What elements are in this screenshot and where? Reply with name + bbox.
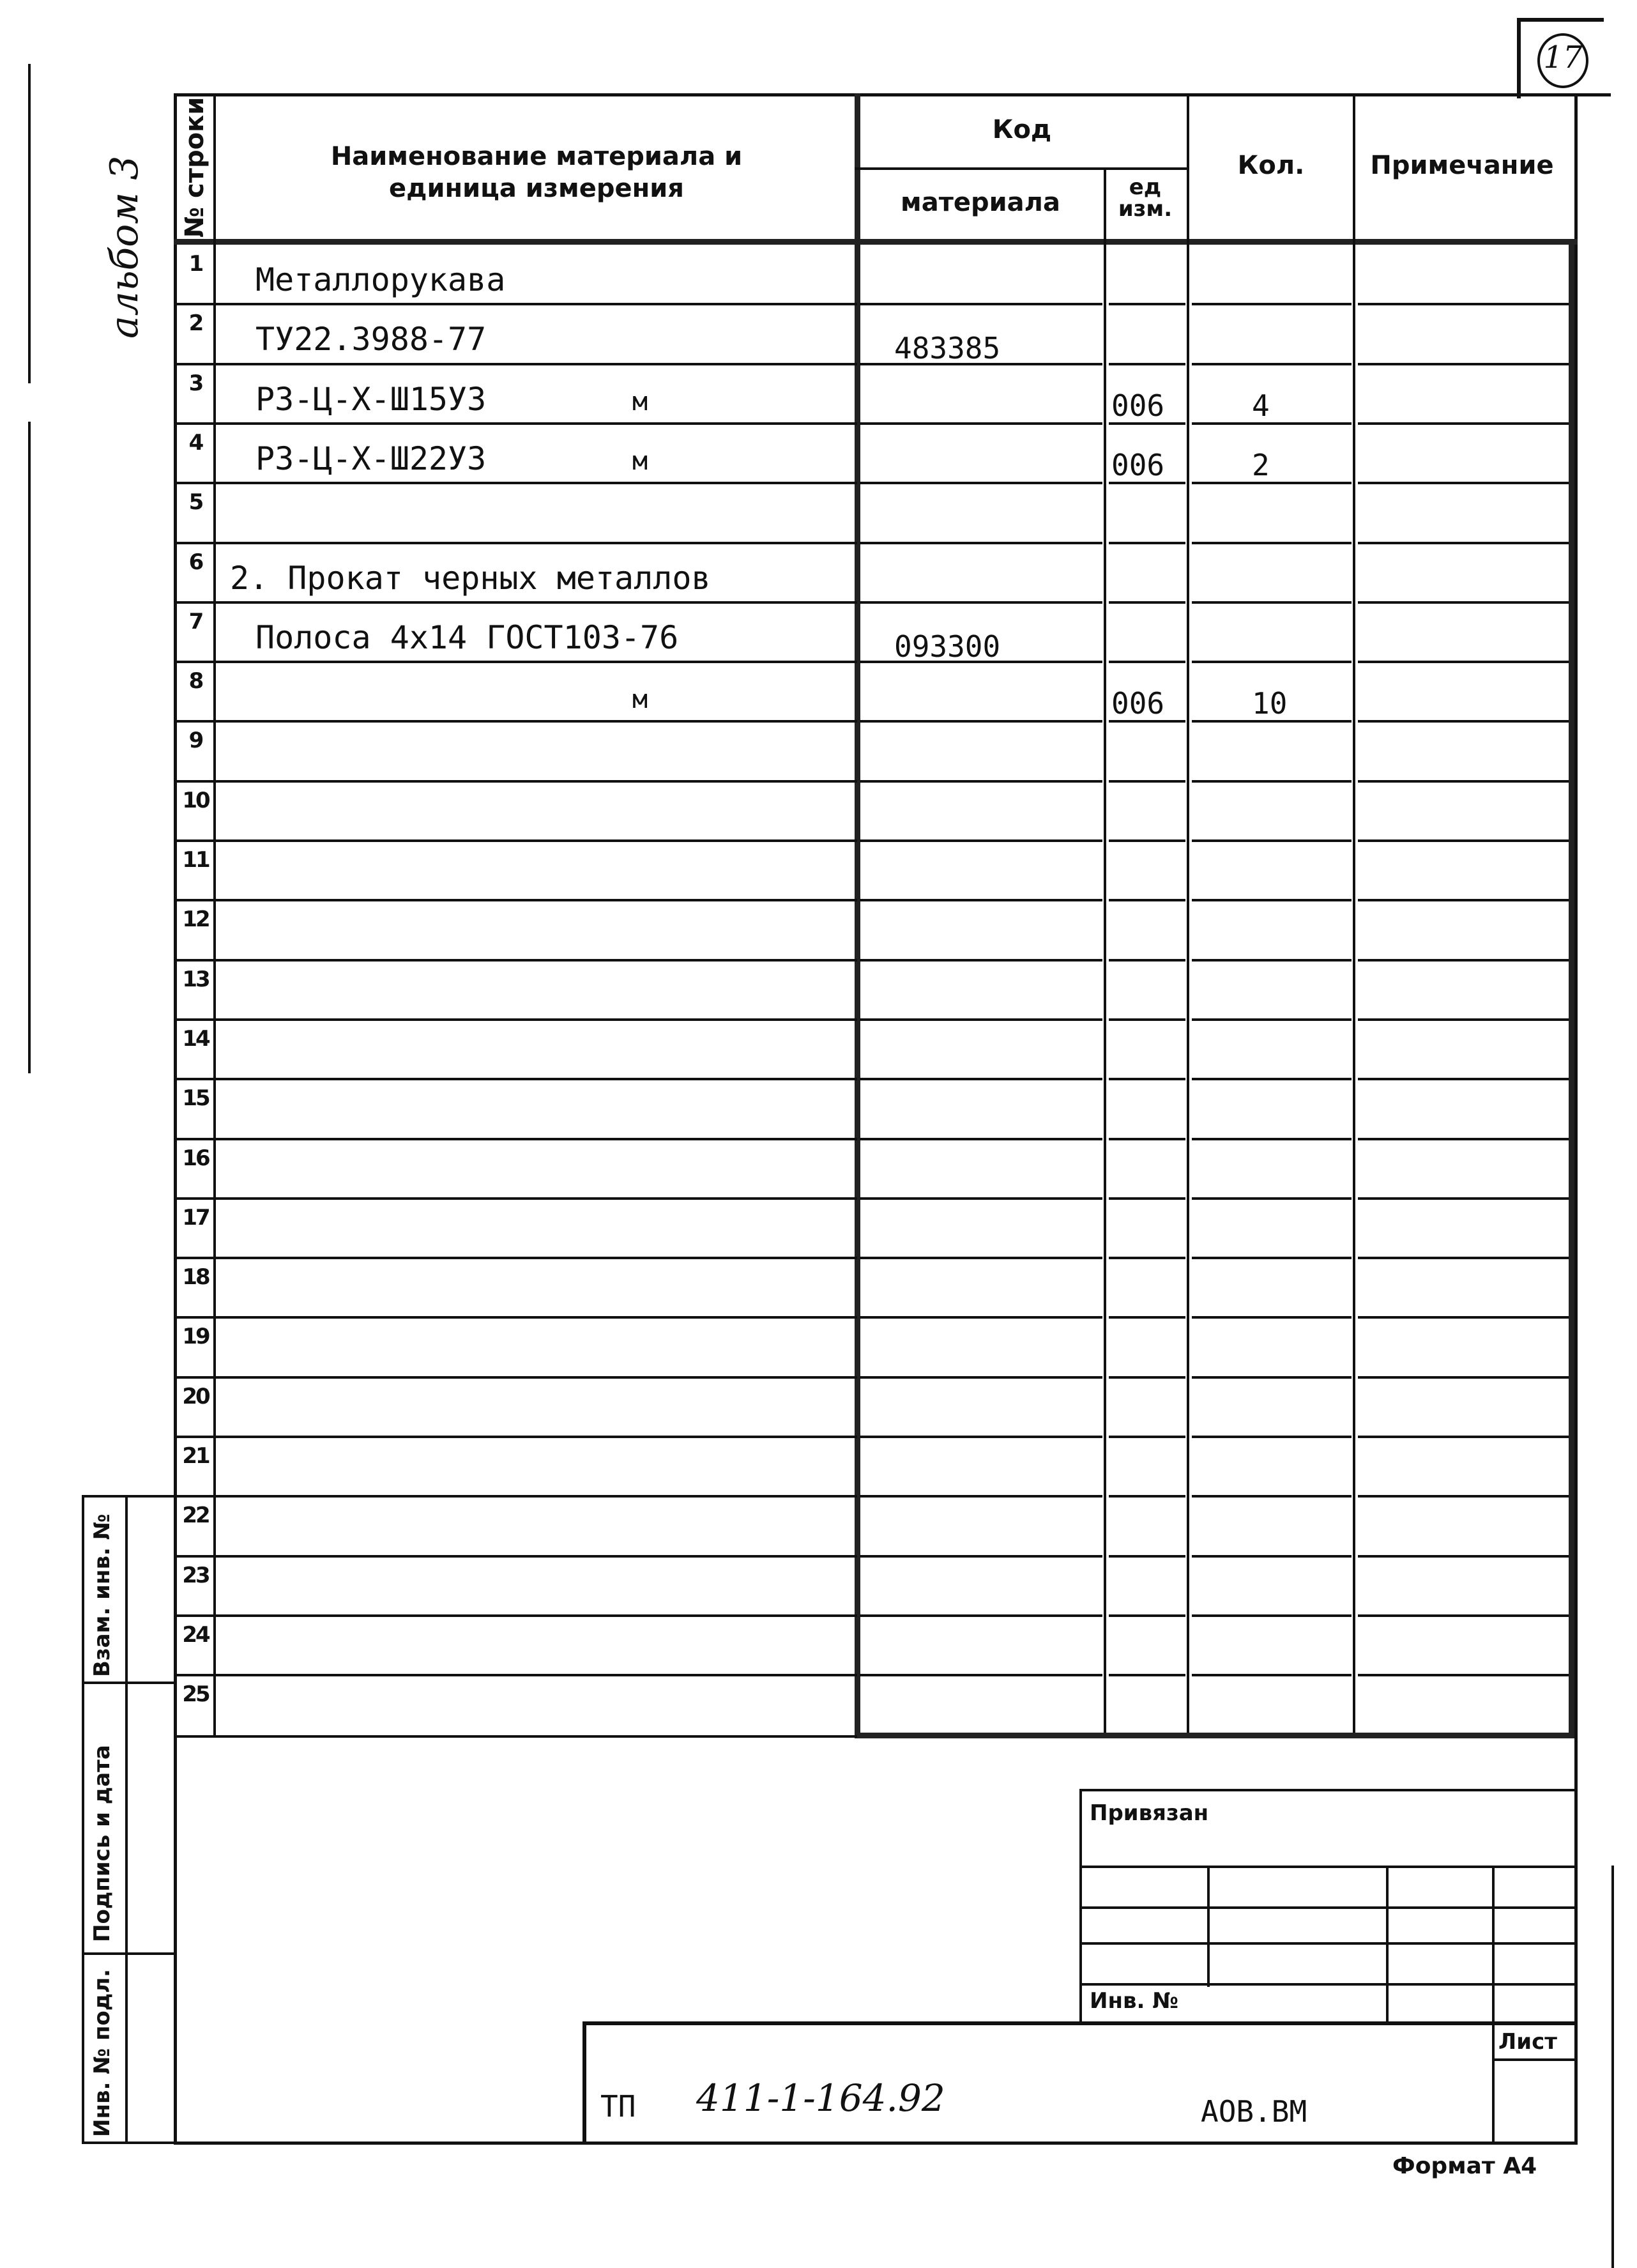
row-number: 8 bbox=[188, 668, 202, 694]
row-separator bbox=[860, 839, 1102, 842]
row-number: 17 bbox=[182, 1205, 209, 1230]
row-separator bbox=[174, 1674, 857, 1676]
row-separator bbox=[860, 542, 1102, 544]
material-name: Полоса 4х14 ГОСТ103-76 bbox=[255, 619, 679, 656]
row-number: 5 bbox=[188, 489, 202, 515]
header-unit: ед изм. bbox=[1118, 174, 1173, 222]
row-separator bbox=[1192, 1257, 1351, 1259]
row-separator bbox=[1192, 1674, 1351, 1676]
row-separator bbox=[860, 1555, 1102, 1558]
row-separator bbox=[1109, 1674, 1185, 1676]
tb-main-top bbox=[582, 2021, 1578, 2025]
row-separator bbox=[1358, 720, 1569, 723]
stamp-bottom-line bbox=[82, 2142, 175, 2144]
row-separator bbox=[1109, 1078, 1185, 1080]
row-separator bbox=[1358, 1197, 1569, 1200]
row-separator bbox=[860, 1197, 1102, 1200]
material-name: Металлорукава bbox=[255, 261, 506, 298]
row-number: 19 bbox=[182, 1324, 209, 1349]
table-top-border bbox=[174, 93, 1611, 96]
row-separator bbox=[174, 1316, 857, 1319]
row-separator bbox=[1192, 1376, 1351, 1379]
row-separator bbox=[860, 422, 1102, 425]
row-separator bbox=[1192, 1495, 1351, 1498]
tb-col-2 bbox=[1386, 1866, 1389, 2025]
row-separator bbox=[860, 1436, 1102, 1438]
row-separator bbox=[1358, 482, 1569, 484]
row-separator bbox=[860, 959, 1102, 962]
tb-doc-number: 411-1-164.92 bbox=[696, 2076, 945, 2120]
row-separator bbox=[1109, 1436, 1185, 1438]
row-separator bbox=[860, 1495, 1102, 1498]
row-separator bbox=[1109, 363, 1185, 365]
material-name: Р3-Ц-Х-Ш15У3 bbox=[255, 381, 487, 418]
header-material: материала bbox=[901, 188, 1060, 217]
row-separator bbox=[1109, 1495, 1185, 1498]
row-number: 12 bbox=[182, 907, 209, 932]
row-separator bbox=[1109, 661, 1185, 663]
material-code: 093300 bbox=[894, 629, 1001, 664]
row-separator bbox=[1358, 899, 1569, 901]
row-separator bbox=[860, 1316, 1102, 1319]
row-separator bbox=[174, 1376, 857, 1379]
row-separator bbox=[1192, 363, 1351, 365]
row-separator bbox=[174, 363, 857, 365]
right-margin-line bbox=[1611, 1866, 1614, 2268]
row-separator bbox=[174, 720, 857, 723]
tb-line-a bbox=[1079, 1866, 1578, 1868]
row-separator bbox=[174, 1614, 857, 1617]
row-separator bbox=[1192, 1078, 1351, 1080]
row-number: 21 bbox=[182, 1443, 209, 1469]
unit-letter: м bbox=[632, 387, 648, 417]
header-code: Код bbox=[992, 115, 1052, 144]
header-row-no: № строки bbox=[180, 96, 209, 238]
row-number: 11 bbox=[182, 847, 209, 873]
stamp-podpis: Подпись и дата bbox=[89, 1745, 115, 1942]
row-separator bbox=[174, 661, 857, 663]
row-separator bbox=[1192, 899, 1351, 901]
material-name: ТУ22.3988-77 bbox=[255, 321, 487, 358]
col-line-note bbox=[1353, 93, 1355, 1736]
tb-line-c bbox=[1079, 1942, 1578, 1945]
row-number: 24 bbox=[182, 1622, 209, 1648]
col-line-rownum bbox=[213, 93, 216, 1736]
row-separator bbox=[860, 303, 1102, 305]
row-separator bbox=[174, 303, 857, 305]
row-separator bbox=[1109, 959, 1185, 962]
row-separator bbox=[1358, 363, 1569, 365]
row-separator bbox=[1358, 1138, 1569, 1140]
row-separator bbox=[174, 780, 857, 783]
tb-inv-no: Инв. № bbox=[1090, 1988, 1179, 2014]
table-left-border bbox=[174, 93, 177, 2144]
row-separator bbox=[174, 482, 857, 484]
row-separator bbox=[1192, 542, 1351, 544]
row-separator bbox=[860, 899, 1102, 901]
tb-list: Лист bbox=[1498, 2029, 1557, 2055]
row-separator bbox=[1358, 1436, 1569, 1438]
body-bottom-line bbox=[174, 1735, 857, 1738]
row-separator bbox=[1358, 1018, 1569, 1021]
unit-code: 006 bbox=[1111, 686, 1165, 721]
row-separator bbox=[1109, 1018, 1185, 1021]
row-separator bbox=[860, 1018, 1102, 1021]
row-separator bbox=[174, 1138, 857, 1140]
header-note: Примечание bbox=[1370, 151, 1554, 180]
stamp-left-border bbox=[82, 1495, 84, 2144]
row-separator bbox=[1358, 601, 1569, 604]
row-separator bbox=[174, 1555, 857, 1558]
tb-list-line bbox=[1492, 2058, 1578, 2061]
row-separator bbox=[174, 422, 857, 425]
row-separator bbox=[860, 1614, 1102, 1617]
left-margin-line-top bbox=[28, 64, 31, 383]
row-number: 18 bbox=[182, 1264, 209, 1290]
row-separator bbox=[860, 601, 1102, 604]
quantity: 4 bbox=[1252, 388, 1270, 423]
side-note: альбом 3 bbox=[102, 155, 147, 339]
row-separator bbox=[1109, 1138, 1185, 1140]
tb-top-line bbox=[1079, 1789, 1578, 1791]
row-separator bbox=[1109, 1555, 1185, 1558]
row-separator bbox=[1358, 1376, 1569, 1379]
row-separator bbox=[174, 1078, 857, 1080]
material-name: 2. Прокат черных металлов bbox=[230, 560, 711, 597]
col-line-qty bbox=[1187, 93, 1189, 1736]
row-separator bbox=[1358, 1078, 1569, 1080]
stamp-line-2 bbox=[82, 1952, 175, 1955]
tb-line-d bbox=[1079, 1983, 1578, 1986]
row-number: 13 bbox=[182, 967, 209, 992]
stamp-mid-border bbox=[125, 1495, 128, 2144]
row-separator bbox=[1358, 1495, 1569, 1498]
row-number: 14 bbox=[182, 1026, 209, 1052]
row-separator bbox=[1109, 1316, 1185, 1319]
row-separator bbox=[1192, 1138, 1351, 1140]
quantity: 10 bbox=[1252, 686, 1288, 721]
row-separator bbox=[1192, 601, 1351, 604]
row-separator bbox=[1109, 1376, 1185, 1379]
body-right-thick bbox=[1569, 239, 1574, 1736]
table-bottom-border bbox=[174, 2142, 1578, 2145]
row-separator bbox=[1192, 422, 1351, 425]
tb-col-3 bbox=[1492, 1866, 1495, 2144]
header-name: Наименование материала и единица измерения bbox=[330, 142, 743, 203]
row-separator bbox=[1192, 303, 1351, 305]
tb-doc-prefix: ТП bbox=[600, 2089, 636, 2124]
row-separator bbox=[1192, 482, 1351, 484]
row-number: 25 bbox=[182, 1682, 209, 1707]
col-line-unit bbox=[1104, 167, 1106, 1736]
row-separator bbox=[1358, 1257, 1569, 1259]
stamp-inv-podl: Инв. № подл. bbox=[89, 1968, 115, 2137]
col-line-material bbox=[855, 93, 860, 1736]
row-separator bbox=[860, 1257, 1102, 1259]
row-number: 4 bbox=[188, 430, 202, 456]
row-separator bbox=[1192, 780, 1351, 783]
row-separator bbox=[1109, 1257, 1185, 1259]
row-separator bbox=[860, 1078, 1102, 1080]
header-bottom-line bbox=[174, 239, 1578, 245]
row-separator bbox=[1192, 1614, 1351, 1617]
row-number: 6 bbox=[188, 549, 202, 575]
row-number: 15 bbox=[182, 1085, 209, 1111]
row-separator bbox=[1358, 959, 1569, 962]
material-name: Р3-Ц-Х-Ш22У3 bbox=[255, 440, 487, 477]
row-separator bbox=[174, 1436, 857, 1438]
row-separator bbox=[1358, 839, 1569, 842]
row-separator bbox=[1109, 542, 1185, 544]
stamp-line-1 bbox=[82, 1682, 175, 1684]
stamp-top-line bbox=[82, 1495, 175, 1498]
quantity: 2 bbox=[1252, 448, 1270, 482]
row-separator bbox=[1192, 1197, 1351, 1200]
unit-letter: м bbox=[632, 447, 648, 476]
row-separator bbox=[860, 1376, 1102, 1379]
page-number: 17 bbox=[1543, 40, 1583, 75]
tb-main-left bbox=[582, 2021, 586, 2144]
row-separator bbox=[1109, 601, 1185, 604]
row-separator bbox=[1192, 1555, 1351, 1558]
code-sub-line bbox=[855, 167, 1187, 170]
row-number: 20 bbox=[182, 1384, 209, 1409]
row-separator bbox=[1358, 1674, 1569, 1676]
row-separator bbox=[1358, 780, 1569, 783]
row-number: 22 bbox=[182, 1503, 209, 1528]
row-separator bbox=[1192, 1018, 1351, 1021]
row-number: 2 bbox=[188, 310, 202, 336]
row-separator bbox=[1358, 661, 1569, 663]
row-separator bbox=[860, 1674, 1102, 1676]
row-number: 10 bbox=[182, 788, 209, 813]
row-separator bbox=[860, 780, 1102, 783]
row-separator bbox=[174, 542, 857, 544]
row-number: 3 bbox=[188, 371, 202, 396]
material-code: 483385 bbox=[894, 331, 1001, 365]
row-separator bbox=[1109, 303, 1185, 305]
tb-doc-code: АОВ.ВМ bbox=[1201, 2094, 1307, 2129]
page-number-box bbox=[1517, 18, 1604, 98]
row-number: 1 bbox=[188, 251, 202, 277]
row-separator bbox=[174, 1257, 857, 1259]
row-separator bbox=[1109, 780, 1185, 783]
row-separator bbox=[860, 482, 1102, 484]
row-separator bbox=[1358, 1316, 1569, 1319]
tb-privyazan: Привязан bbox=[1090, 1800, 1209, 1826]
row-separator bbox=[174, 1018, 857, 1021]
body-bottom-thick bbox=[855, 1733, 1574, 1738]
row-separator bbox=[1358, 1614, 1569, 1617]
row-separator bbox=[1192, 959, 1351, 962]
row-separator bbox=[174, 601, 857, 604]
left-margin-line-bottom bbox=[28, 422, 31, 1073]
stamp-vzam: Взам. инв. № bbox=[89, 1513, 115, 1677]
row-separator bbox=[174, 959, 857, 962]
row-separator bbox=[1192, 661, 1351, 663]
row-separator bbox=[1192, 839, 1351, 842]
row-separator bbox=[174, 1495, 857, 1498]
row-number: 7 bbox=[188, 609, 202, 634]
unit-code: 006 bbox=[1111, 448, 1165, 482]
row-separator bbox=[1358, 422, 1569, 425]
row-separator bbox=[174, 839, 857, 842]
format-label: Формат А4 bbox=[1392, 2153, 1537, 2179]
row-separator bbox=[1358, 542, 1569, 544]
row-number: 9 bbox=[188, 728, 202, 753]
row-number: 23 bbox=[182, 1563, 209, 1588]
row-separator bbox=[174, 899, 857, 901]
row-separator bbox=[1192, 1436, 1351, 1438]
row-separator bbox=[860, 1138, 1102, 1140]
row-separator bbox=[1109, 1197, 1185, 1200]
unit-letter: м bbox=[632, 685, 648, 714]
header-qty: Кол. bbox=[1237, 151, 1305, 180]
row-separator bbox=[1358, 303, 1569, 305]
row-separator bbox=[1109, 899, 1185, 901]
row-separator bbox=[1358, 1555, 1569, 1558]
row-separator bbox=[1109, 1614, 1185, 1617]
row-number: 16 bbox=[182, 1145, 209, 1171]
row-separator bbox=[1192, 1316, 1351, 1319]
row-separator bbox=[1109, 839, 1185, 842]
tb-line-b bbox=[1079, 1906, 1578, 1909]
row-separator bbox=[174, 1197, 857, 1200]
table-right-border bbox=[1574, 93, 1578, 2144]
unit-code: 006 bbox=[1111, 388, 1165, 423]
row-separator bbox=[860, 720, 1102, 723]
tb-col-1 bbox=[1207, 1866, 1210, 1987]
